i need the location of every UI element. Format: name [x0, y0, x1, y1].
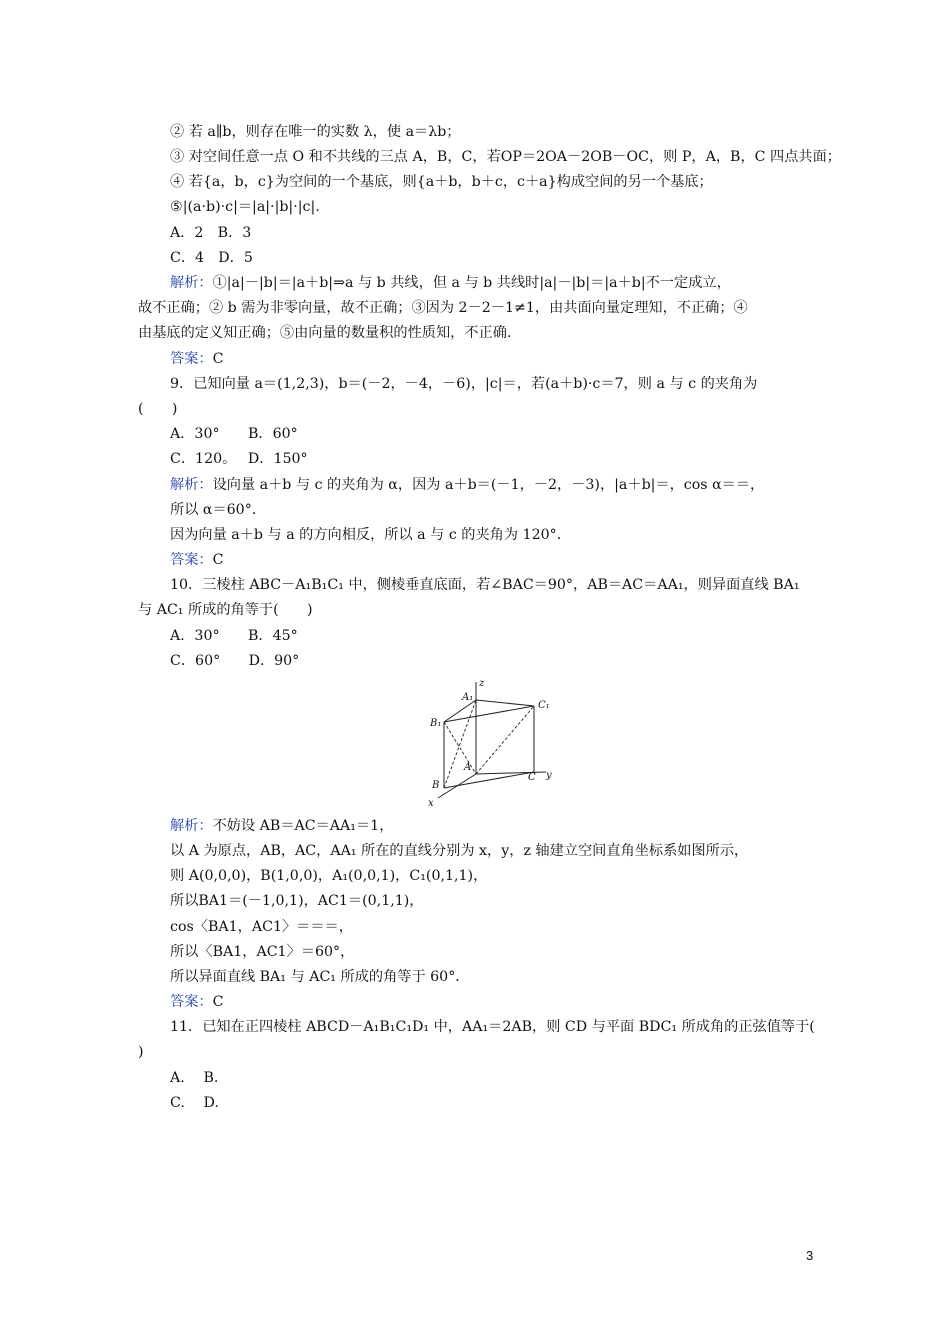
analysis-label: 解析： [170, 275, 213, 291]
q10-analysis-line-1 [170, 816, 393, 836]
q10-analysis-line-7: 所以异面直线 BA₁ 与 AC₁ 所成的角等于 60°． [170, 969, 470, 985]
label-x: x [428, 798, 434, 808]
answer-label: 答案： [170, 994, 213, 1010]
q8-item-5: ⑤|(a·b)·c|＝|a|·|b|·|c|. [170, 199, 320, 215]
page-number: 3 [806, 1248, 814, 1263]
q9-analysis-text-1: 设向量 a＋b 与 c 的夹角为 α，因为 a＋b＝(－1，－2，－3)，|a＋b|＝，cos α＝＝， [212, 477, 765, 493]
q10-analysis-line-4: 所以BA1＝(－1,0,1)，AC1＝(0,1,1)， [170, 893, 424, 909]
label-b: B [432, 780, 440, 791]
q9-answer-value: C [212, 552, 224, 568]
q9-analysis-line-2: 所以 α＝60°． [170, 502, 266, 518]
analysis-label: 解析： [170, 818, 213, 834]
q9-stem-line-2: ( ) [138, 401, 178, 417]
q8-analysis-line-1 [170, 273, 731, 293]
edge-b-c [444, 772, 534, 788]
dashed-b-a1 [444, 700, 476, 788]
q11-options-ab: A. B. [170, 1070, 219, 1086]
q8-item-2: ② 若 a∥b，则存在唯一的实数 λ，使 a＝λb； [170, 124, 461, 140]
q8-analysis-line-3: 由基底的定义知正确；⑤由向量的数量积的性质知，不正确. [138, 325, 512, 341]
q9-analysis-line-3: 因为向量 a＋b 与 a 的方向相反，所以 a 与 c 的夹角为 120°． [170, 527, 571, 543]
q10-analysis-line-6: 所以〈BA1，AC1〉＝60°， [170, 944, 355, 960]
q11-stem-line-2: ) [138, 1044, 144, 1060]
label-a: A [464, 762, 472, 773]
q8-options-ab: A．2 B．3 [170, 225, 252, 241]
q9-options-ab: A．30° B．60° [170, 426, 298, 442]
q10-options-cd: C．60° D．90° [170, 653, 300, 669]
edge-b1-c1 [444, 706, 534, 722]
q11-stem-line-1: 11．已知在正四棱柱 ABCD－A₁B₁C₁D₁ 中，AA₁＝2AB，则 CD 与平面 BDC₁ 所成角的正弦值等于( [170, 1019, 815, 1035]
q8-answer [170, 349, 223, 369]
q10-analysis-line-5: cos〈BA1，AC1〉＝＝＝， [170, 919, 353, 935]
q8-analysis-text-1: ①|a|－|b|＝|a＋b|⇒a 与 b 共线，但 a 与 b 共线时|a|－|b|＝|a＋b|不一定成立， [212, 275, 731, 291]
q8-options-cd: C．4 D．5 [170, 250, 253, 266]
q9-analysis-line-1 [170, 475, 764, 495]
label-b1: B₁ [430, 718, 442, 729]
label-c: C [528, 772, 536, 783]
q10-answer-value: C [212, 994, 224, 1010]
q10-answer [170, 992, 223, 1012]
q8-analysis-line-2: 故不正确；② b 需为非零向量，故不正确；③因为 2－2－1≠1，由共面向量定理知，不正确；④ [138, 300, 748, 316]
q10-stem-line-1: 10．三棱柱 ABC－A₁B₁C₁ 中，侧棱垂直底面，若∠BAC＝90°，AB＝AC＝AA₁，则异面直线 BA₁ [170, 577, 800, 593]
q10-options-ab: A．30° B．45° [170, 628, 298, 644]
q8-item-3: ③ 对空间任意一点 O 和不共线的三点 A，B，C，若OP＝2OA－2OB－OC，则 P，A，B，C 四点共面； [170, 149, 841, 165]
q10-analysis-text-1: 不妨设 AB＝AC＝AA₁＝1， [212, 818, 394, 834]
label-y: y [546, 770, 552, 781]
q10-analysis-line-3: 则 A(0,0,0)，B(1,0,0)，A₁(0,0,1)，C₁(0,1,1)， [170, 868, 488, 884]
q10-stem-line-2: 与 AC₁ 所成的角等于( ) [138, 602, 313, 618]
edge-a1-c1 [476, 700, 534, 706]
q9-answer [170, 550, 223, 570]
q8-answer-value: C [212, 351, 224, 367]
answer-label: 答案： [170, 351, 213, 367]
q10-analysis-line-2: 以 A 为原点，AB，AC，AA₁ 所在的直线分别为 x，y，z 轴建立空间直角坐标系如图所示， [170, 843, 749, 859]
prism-figure [420, 676, 560, 808]
q8-item-4: ④ 若{a，b，c}为空间的一个基底，则{a＋b，b＋c，c＋a}构成空间的另一个基底； [170, 174, 713, 190]
dashed-a-c1 [476, 706, 534, 774]
label-z: z [479, 678, 485, 689]
analysis-label: 解析： [170, 477, 213, 493]
q11-options-cd: C. D. [170, 1095, 219, 1111]
label-a1: A₁ [462, 692, 474, 703]
q9-stem-line-1: 9．已知向量 a＝(1,2,3)，b＝(－2，－4，－6)，|c|＝，若(a＋b)·c＝7，则 a 与 c 的夹角为 [170, 376, 758, 392]
label-c1: C₁ [538, 700, 550, 711]
answer-label: 答案： [170, 552, 213, 568]
q9-options-cd: C．120。 D．150° [170, 451, 308, 467]
